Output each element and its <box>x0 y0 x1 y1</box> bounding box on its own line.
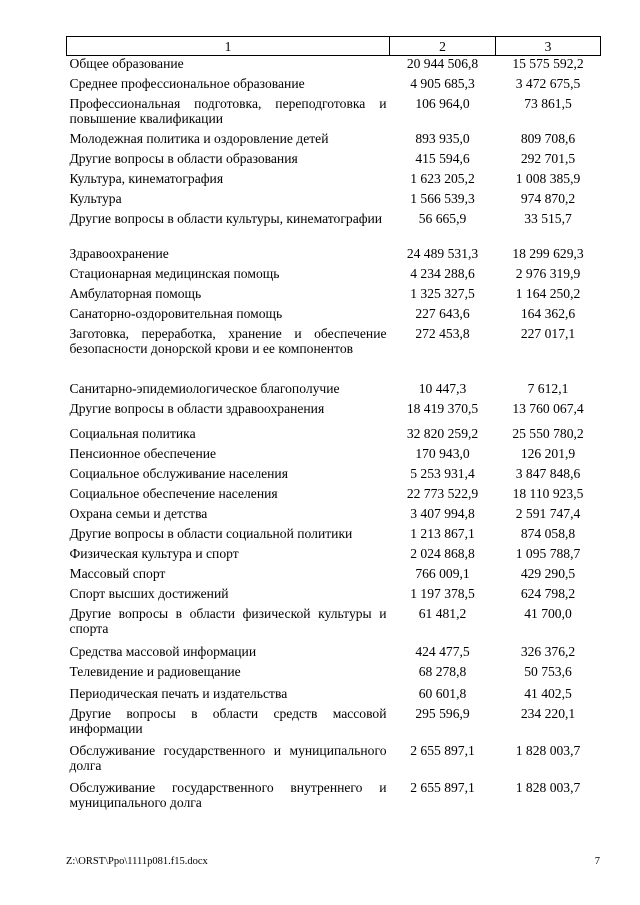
row-item-name: Другие вопросы в области средств массовой информации <box>69 705 387 737</box>
row-value-col-3: 1 164 250,2 <box>515 285 581 301</box>
row-value-col-2: 272 453,8 <box>415 325 470 341</box>
row-value-col-2: 1 197 378,5 <box>410 585 475 601</box>
row-item-name: Молодежная политика и оздоровление детей <box>69 130 329 146</box>
row-value-col-3: 13 760 067,4 <box>512 400 584 416</box>
row-item-name: Социальное обслуживание населения <box>69 465 288 481</box>
row-value-col-3: 874 058,8 <box>520 525 576 541</box>
row-value-col-3: 164 362,6 <box>520 305 576 321</box>
row-item-name: Амбулаторная помощь <box>69 285 202 301</box>
table-row <box>67 426 601 446</box>
row-value-col-3: 3 847 848,6 <box>515 465 581 481</box>
table-row <box>67 381 601 401</box>
table-row <box>67 246 601 266</box>
table-row <box>67 151 601 171</box>
row-value-col-3: 2 976 319,9 <box>515 265 581 281</box>
row-value-col-3: 18 299 629,3 <box>512 245 584 261</box>
row-value-col-3: 1 828 003,7 <box>515 742 581 758</box>
header-col-1: 1 <box>67 37 390 56</box>
row-item-name: Массовый спорт <box>69 565 166 581</box>
row-item-name: Социальное обеспечение населения <box>69 485 278 501</box>
row-value-col-2: 106 964,0 <box>415 95 470 111</box>
header-col-3: 3 <box>496 37 601 56</box>
row-value-col-3: 292 701,5 <box>520 150 576 166</box>
row-value-col-2: 170 943,0 <box>415 445 470 461</box>
row-item-name: Культура <box>69 190 122 206</box>
row-value-col-3: 41 402,5 <box>524 685 572 701</box>
table-row <box>67 286 601 306</box>
row-value-col-2: 56 665,9 <box>418 210 467 226</box>
row-item-name: Профессиональная подготовка, переподготовка и повышение квалификации <box>69 95 387 127</box>
table-row <box>67 506 601 526</box>
row-value-col-3: 18 110 923,5 <box>512 485 584 501</box>
row-item-name: Заготовка, переработка, хранение и обеспечение безопасности донорской крови и ее компонентов <box>69 325 387 357</box>
row-value-col-2: 1 623 205,2 <box>410 170 475 186</box>
row-value-col-2: 60 601,8 <box>418 685 467 701</box>
table-row <box>67 171 601 191</box>
row-value-col-3: 227 017,1 <box>520 325 576 341</box>
table-row <box>67 606 601 644</box>
row-item-name: Культура, кинематография <box>69 170 224 186</box>
row-value-col-3: 809 708,6 <box>520 130 576 146</box>
row-value-col-2: 61 481,2 <box>418 605 467 621</box>
row-value-col-3: 326 376,2 <box>520 643 576 659</box>
budget-table-body <box>67 37 601 817</box>
row-value-col-2: 766 009,1 <box>415 565 470 581</box>
table-row <box>67 56 601 76</box>
row-value-col-2: 2 655 897,1 <box>410 742 475 758</box>
row-item-name: Социальная политика <box>69 425 196 441</box>
row-value-col-3: 126 201,9 <box>520 445 576 461</box>
row-item-name: Средства массовой информации <box>69 643 257 659</box>
table-row <box>67 131 601 151</box>
table-header-row <box>67 37 601 56</box>
table-row <box>67 706 601 743</box>
row-value-col-2: 1 213 867,1 <box>410 525 475 541</box>
row-value-col-2: 227 643,6 <box>415 305 470 321</box>
row-value-col-3: 624 798,2 <box>520 585 576 601</box>
table-row <box>67 486 601 506</box>
row-value-col-3: 41 700,0 <box>524 605 572 621</box>
row-value-col-3: 25 550 780,2 <box>512 425 584 441</box>
budget-table <box>66 36 601 817</box>
row-item-name: Другие вопросы в области здравоохранения <box>69 400 325 416</box>
table-row <box>67 526 601 546</box>
row-value-col-2: 24 489 531,3 <box>406 245 479 261</box>
row-item-name: Спорт высших достижений <box>69 585 229 601</box>
row-value-col-2: 424 477,5 <box>415 643 470 659</box>
row-item-name: Периодическая печать и издательства <box>69 685 288 701</box>
row-item-name: Общее образование <box>69 56 184 71</box>
row-item-name: Телевидение и радиовещание <box>69 663 241 679</box>
table-row <box>67 686 601 706</box>
table-row <box>67 743 601 780</box>
table-row <box>67 401 601 426</box>
row-value-col-2: 22 773 522,9 <box>406 485 479 501</box>
table-row <box>67 644 601 664</box>
row-item-name: Пенсионное обеспечение <box>69 445 217 461</box>
row-value-col-3: 974 870,2 <box>520 190 576 206</box>
row-value-col-3: 73 861,5 <box>524 95 572 111</box>
row-value-col-2: 32 820 259,2 <box>406 425 479 441</box>
table-row <box>67 96 601 131</box>
row-item-name: Охрана семьи и детства <box>69 505 208 521</box>
row-value-col-2: 10 447,3 <box>418 380 467 396</box>
row-item-name: Физическая культура и спорт <box>69 545 239 561</box>
row-item-name: Здравоохранение <box>69 245 169 261</box>
row-value-col-3: 1 095 788,7 <box>515 545 581 561</box>
row-item-name: Санитарно-эпидемиологическое благополучие <box>69 380 340 396</box>
row-value-col-3: 429 290,5 <box>520 565 576 581</box>
row-value-col-2: 5 253 931,4 <box>410 465 475 481</box>
row-value-col-2: 1 566 539,3 <box>410 190 475 206</box>
row-value-col-3: 7 612,1 <box>527 380 569 396</box>
table-row <box>67 306 601 326</box>
row-item-name: Другие вопросы в области культуры, кинематографии <box>69 210 383 226</box>
table-row <box>67 466 601 486</box>
row-item-name: Санаторно-оздоровительная помощь <box>69 305 283 321</box>
row-value-col-2: 2 024 868,8 <box>410 545 475 561</box>
row-value-col-3: 2 591 747,4 <box>515 505 581 521</box>
footer-file-path: Z:\ORST\Ppo\1111p081.f15.docx <box>66 856 208 867</box>
table-row <box>67 76 601 96</box>
row-value-col-2: 4 905 685,3 <box>410 75 475 91</box>
row-value-col-2: 2 655 897,1 <box>410 779 475 795</box>
table-row <box>67 326 601 381</box>
row-value-col-3: 234 220,1 <box>520 705 576 721</box>
table-row <box>67 664 601 686</box>
row-value-col-2: 415 594,6 <box>415 150 470 166</box>
table-row <box>67 566 601 586</box>
row-item-name: Другие вопросы в области образования <box>69 150 298 166</box>
page-footer <box>66 856 600 867</box>
footer-page-number: 7 <box>594 856 600 867</box>
row-item-name: Обслуживание государственного и муниципального долга <box>69 742 387 774</box>
row-value-col-2: 1 325 327,5 <box>410 285 475 301</box>
row-value-col-2: 68 278,8 <box>418 663 467 679</box>
table-row <box>67 780 601 817</box>
row-value-col-2: 295 596,9 <box>415 705 470 721</box>
table-row <box>67 446 601 466</box>
row-value-col-2: 4 234 288,6 <box>410 265 475 281</box>
table-row <box>67 586 601 606</box>
row-item-name: Обслуживание государственного внутреннего и муниципального долга <box>69 779 387 811</box>
row-value-col-3: 3 472 675,5 <box>515 75 581 91</box>
row-item-name: Другие вопросы в области физической культуры и спорта <box>69 605 387 637</box>
row-value-col-3: 1 008 385,9 <box>515 170 581 186</box>
row-item-name: Стационарная медицинская помощь <box>69 265 280 281</box>
table-row <box>67 266 601 286</box>
row-value-col-3: 33 515,7 <box>524 210 572 226</box>
row-value-col-3: 15 575 592,2 <box>512 56 584 71</box>
row-item-name: Среднее профессиональное образование <box>69 75 305 91</box>
table-row <box>67 211 601 246</box>
row-value-col-2: 18 419 370,5 <box>406 400 479 416</box>
table-row <box>67 546 601 566</box>
row-value-col-2: 3 407 994,8 <box>410 505 475 521</box>
row-value-col-2: 20 944 506,8 <box>406 56 479 71</box>
table-row <box>67 191 601 211</box>
row-value-col-3: 50 753,6 <box>524 663 572 679</box>
row-item-name: Другие вопросы в области социальной политики <box>69 525 353 541</box>
row-value-col-2: 893 935,0 <box>415 130 470 146</box>
document-page <box>66 36 600 817</box>
row-value-col-3: 1 828 003,7 <box>515 779 581 795</box>
header-col-2: 2 <box>390 37 496 56</box>
